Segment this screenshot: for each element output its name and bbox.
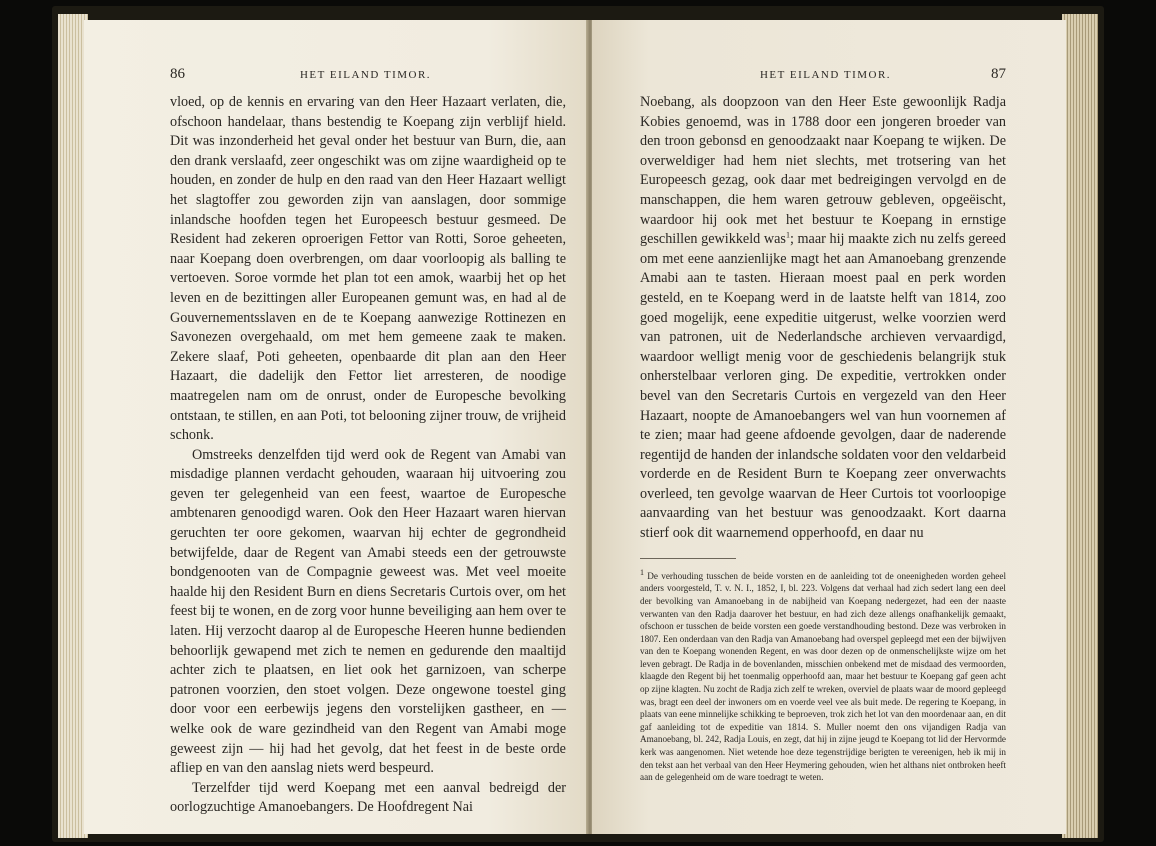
page-number: 86	[170, 66, 185, 82]
footnote-divider	[640, 558, 736, 559]
footnote-text: De verhouding tusschen de beide vorsten en de aanleiding tot de oneenigheden worden geheel anders voorgesteld, T. v. N. I., 1852, I, bl. 223. Volgens dat verhaal had zich sedert lang een deel der bevolking van Amanoebang in de nabijheid van Koepang nedergezet, had een der naaste verwanten van den Radja daarover het bestuur, en had zich deze allengs onafhankelijk gemaakt, ofschoon er tusschen de beide vorsten een goede verstandhouding bestond. Deze was verbroken in 1807. Een onderdaan van den Radja van Amanoebang had overspel gepleegd met een der bijwijven van den te Koepang wonenden Regent, en was door dezen op de onmenschelijkste wijze om het leven gebragt. De Radja in de bovenlanden, misschien onbekend met de misdaad des vermoorden, klaagde den Regent bij het toenmalig opperhoofd aan, maar het bestuur te Koepang gaf geen acht op zijne klagten. Nu zocht de Radja zich zelf te wreken, overviel de plaats waar de moord gepleegd was, bragt een deel der inwoners om en voerde veel vee als buit mede. De regering te Koepang, in plaats van eene minnelijke schikking te beproeven, trok zich het lot van den moordenaar aan, en dit gaf aanleiding tot de expeditie van 1814. S. Muller noemt den ons vijandigen Radja van Amanoebang, bl. 242, Radja Louis, en zegt, dat hij in zijne jeugd te Koepang tot lid der Hervormde kerk was aangenomen. Niet wetende hoe deze tegenstrijdige berigten te vereenigen, heb ik mij in den tekst aan het verbaal van den Heer Heymering gehouden, wien het althans niet ontbroken heeft aan de gelegenheid om de ware toedragt te weten.	[640, 570, 1007, 783]
footnote-number: 1	[640, 567, 644, 577]
paragraph	[640, 93, 1006, 544]
page-edges-right	[1062, 14, 1098, 838]
running-head-title: HET EILAND TIMOR.	[759, 69, 892, 81]
left-page	[84, 20, 588, 834]
paragraph: Terzelfder tijd werd Koepang met een aanval bedreigd der oorlogzuchtige Amanoebangers. De Hoofdregent Nai	[170, 779, 566, 816]
paragraph-text: Noebang, als doopzoon van den Heer Este gewoonlijk Radja Kobies genoemd, was in 1788 door een jongeren broeder van den troon gebonsd en genoodzaakt naar Koepang te wijken. De overweldiger had hem niet slechts, met trotsering van het Europeesch gezag, ook daar met bedreigingen vervolgd en de manschappen, die hem waren getrouw gebleven, opgeëischt, waardoor hij ook met het bestuur te Koepang in ernstige geschillen gewikkeld was	[640, 94, 1006, 248]
paragraph: vloed, op de kennis en ervaring van den Heer Hazaart verlaten, die, ofschoon handelaar, thans bestendig te Koepang zijn verblijf hield. Dit was inzonderheid het geval onder het bestuur van Burn, die, aan den drank verslaafd, zeer ongeschikt was om zijne waardigheid op te houden, en zonder de hulp en den raad van den Heer Hazaart welligt het slagtoffer zou geworden zijn van aanslagen, door sommige inlandsche hoofden tegen het Europeesch bestuur gesmeed. De Resident had zekeren oproerigen Fettor van Rotti, Soroe geheeten, naar Koepang doen overbrengen, om daar voorloopig als balling te vertoeven. Soroe vormde het plan tot een amok, waarbij het op het leven en de bezittingen aller Europeanen gemunt was, en had al de Gouvernementsslaven en de te Koepang aanwezige Rottinezen en Savonezen overgehaald, om met hem gemeene zaak te maken. Zekere slaaf, Poti geheeten, openbaarde dit plan aan den Heer Hazaart, die dadelijk den Fettor liet arresteren, de noodige maatregelen nam om de onrust, onder de Europesche bevolking ontstaan, te stillen, en aan Poti, tot belooning zijner trouw, de vrijheid schonk.	[170, 94, 566, 444]
right-page	[592, 20, 1066, 834]
footnote	[640, 567, 1006, 784]
paragraph-text: ; maar hij maakte zich nu zelfs gereed om met eene aanzienlijke magt het aan Amanoebang grenzende Amabi aan te tasten. Hieraan moest paal en perk worden gesteld, en te Koepang werd in de laatste helft van 1814, zoo goed mogelijk, eene expeditie uitgerust, welke voorzien werd van patronen, uit de Nederlandsche archieven vervaardigd, waardoor welligt menig voor de geschiedenis belangrijk stuk onherstelbaar verloren ging. De expeditie, vertrokken onder bevel van den Secretaris Curtois en vergezeld van den Heer Hazaart, noopte de Amanoebangers wel van hun voornemen af te zien; maar had geene afdoende gevolgen, daar de naderende regentijd de handen der inlandsche soldaten voor den veldarbeid vorderde en de Resident Burn te Koepang zeer onverwachts overleed, ten gevolge waarvan de Heer Curtois tot voorloopige aanvaarding van het bestuur was genoodzaakt. Kort daarna stierf ook dit waarnemend opperhoofd, en daar nu	[640, 231, 1007, 542]
running-head-left	[170, 66, 566, 83]
footnote-reference: 1	[785, 230, 790, 240]
page-number: 87	[991, 66, 1006, 82]
left-page-body	[170, 93, 566, 818]
running-head-right	[640, 66, 1006, 83]
right-page-body	[640, 93, 1006, 544]
paragraph: Omstreeks denzelfden tijd werd ook de Regent van Amabi van misdadige plannen verdacht gehouden, waaraan hij uitvoering zou geven ter gelegenheid van een feest, waartoe de Europesche ambtenaren genoodigd waren. Ook den Heer Hazaart waren hiervan geruchten ter oore gekomen, waarvan hij echter de gegrondheid betwijfelde, daar de Regent van Amabi steeds een der getrouwste bondgenooten van de Compagnie geweest was. Met veel moeite haalde hij den Resident Burn en diens Secretaris Curtois over, om het feest bij te wonen, en de zorg voor hunne beveiliging aan hem over te laten. Hij verzocht daarop al de Europesche Heeren hunne bedienden behoorlijk gewapend met zich te nemen en gedurende den maaltijd achter zich te plaatsen, en liet ook het garnizoen, van scherpe patronen voorzien, den stoet volgen. Deze ongewone toestel ging door voor een eerbewijs jegens den vorstelijken gastheer, en — welke ook de ware gezindheid van den Regent van Amabi moge geweest zijn — hij had het gevolg, dat het feest in de beste orde afliep en van den aanslag niets werd bespeurd.	[170, 446, 566, 777]
running-head-title: HET EILAND TIMOR.	[299, 69, 432, 81]
